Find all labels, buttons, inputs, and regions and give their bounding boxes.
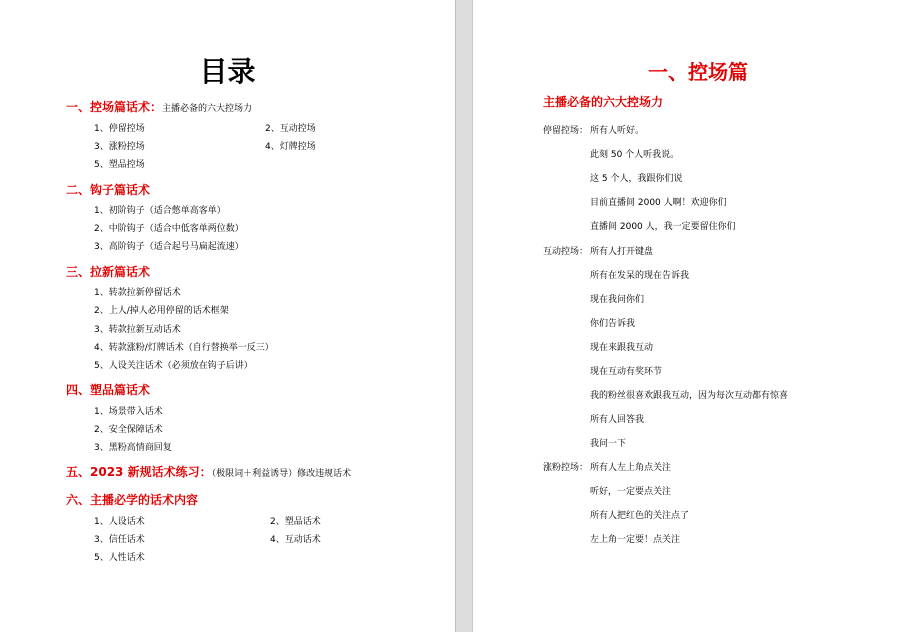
toc-item: 2、中阶钩子（适合中低客单两位数） — [94, 224, 244, 234]
toc-section-4-heading: 四、塑品篇话术 — [66, 383, 151, 397]
toc-section-5-heading — [66, 463, 351, 480]
toc-item: 1、停留控场 — [94, 124, 145, 134]
toc-title: 目录 — [199, 55, 256, 88]
toc-item: 2、上人/掉人必用停留的话术框架 — [94, 306, 229, 316]
page-gutter — [455, 0, 473, 632]
toc-item: 3、涨粉控场 — [94, 142, 145, 152]
line-text: 你们告诉我 — [590, 319, 636, 329]
line-label: 停留控场： — [543, 126, 589, 136]
line-text: 这 5 个人，我跟你们说 — [590, 174, 683, 184]
toc-item: 3、黑粉高情商回复 — [94, 443, 172, 453]
toc-item: 3、信任话术 — [94, 535, 145, 545]
toc-item: 5、人性话术 — [94, 553, 145, 563]
line-text: 所有人打开键盘 — [590, 247, 654, 257]
toc-item: 1、初阶钩子（适合憋单高客单） — [94, 206, 226, 216]
line-text: 我的粉丝很喜欢跟我互动，因为每次互动都有惊喜 — [590, 391, 789, 401]
section-heading-text: 五、2023 新规话术练习： — [66, 465, 212, 479]
chapter-subtitle: 主播必备的六大控场力 — [543, 95, 664, 109]
toc-item: 4、互动话术 — [270, 535, 321, 545]
line-text: 此刻 50 个人听我说。 — [590, 150, 680, 160]
line-text: 现在我问你们 — [590, 295, 645, 305]
toc-item: 1、转款拉新停留话术 — [94, 288, 181, 298]
line-text: 左上角一定要！点关注 — [590, 535, 681, 545]
toc-item: 1、场景带入话术 — [94, 407, 163, 417]
line-text: 听好，一定要点关注 — [590, 487, 672, 497]
toc-item: 2、塑品话术 — [270, 517, 321, 527]
toc-item: 3、高阶钩子（适合起号马扁起流速） — [94, 242, 244, 252]
toc-section-2-heading: 二、钩子篇话术 — [66, 183, 151, 197]
line-text: 所有在发呆的现在告诉我 — [590, 271, 690, 281]
toc-item: 3、转款拉新互动话术 — [94, 325, 181, 335]
section-desc: 主播必备的六大控场力 — [162, 104, 253, 114]
content-page — [473, 0, 923, 632]
line-text: 目前直播间 2000 人啊！欢迎你们 — [590, 198, 727, 208]
toc-item: 2、安全保障话术 — [94, 425, 163, 435]
line-text: 所有人听好。 — [590, 126, 645, 136]
toc-section-1-heading — [66, 98, 252, 115]
toc-section-6-heading: 六、主播必学的话术内容 — [66, 493, 199, 507]
toc-section-3-heading: 三、拉新篇话术 — [66, 265, 151, 279]
toc-item: 4、灯牌控场 — [265, 142, 316, 152]
line-text: 现在来跟我互动 — [590, 343, 654, 353]
toc-page — [0, 0, 455, 632]
toc-item: 5、塑品控场 — [94, 160, 145, 170]
line-label: 互动控场： — [543, 247, 589, 257]
toc-item: 2、互动控场 — [265, 124, 316, 134]
line-text: 直播间 2000 人，我一定要留住你们 — [590, 222, 736, 232]
line-text: 所有人左上角点关注 — [590, 463, 672, 473]
line-text: 现在互动有奖环节 — [590, 367, 663, 377]
toc-item: 1、人设话术 — [94, 517, 145, 527]
line-text: 所有人回答我 — [590, 415, 645, 425]
chapter-title: 一、控场篇 — [648, 60, 748, 84]
line-text: 我问一下 — [590, 439, 627, 449]
toc-item: 4、转款涨粉/灯牌话术（自行替换举一反三） — [94, 343, 274, 353]
section-desc: （极限词＋利益诱导）修改违规话术 — [211, 469, 352, 479]
toc-item: 5、人设关注话术（必须放在钩子后讲） — [94, 361, 253, 371]
line-text: 所有人把红色的关注点了 — [590, 511, 690, 521]
section-heading-text: 一、控场篇话术： — [66, 100, 163, 114]
line-label: 涨粉控场： — [543, 463, 589, 473]
